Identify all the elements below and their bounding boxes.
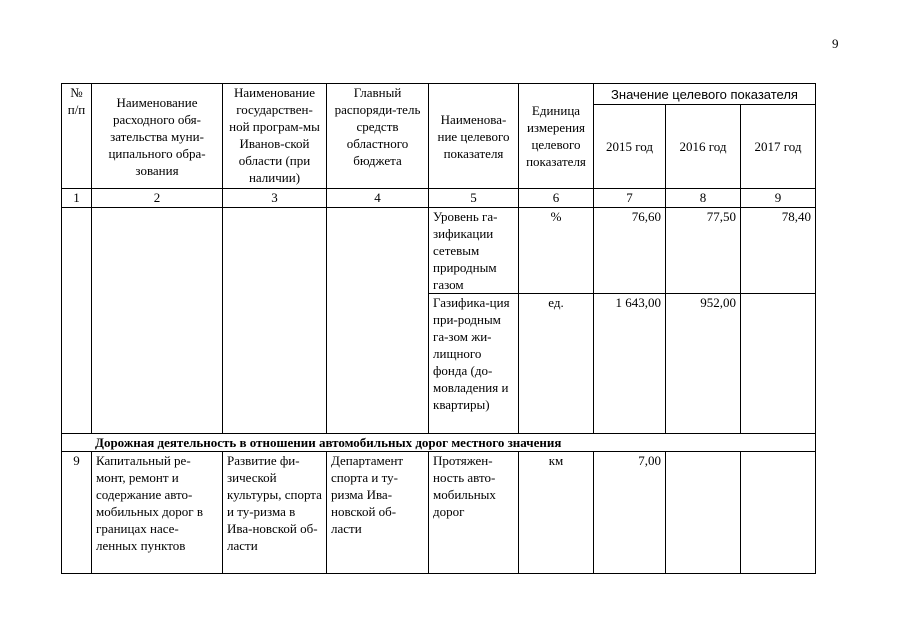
header-col-manager: Главный распоряди-тель средств областного бюджета	[327, 84, 429, 189]
header-col-number: № п/п	[62, 84, 92, 189]
indicator-cell: Газифика-ция при-родным га-зом жи-лищного фонда (до-мовладения и квартиры)	[429, 294, 519, 434]
section-row	[62, 434, 816, 452]
value-2015-cell: 1 643,00	[594, 294, 666, 434]
column-number: 7	[594, 189, 666, 208]
column-number: 2	[92, 189, 223, 208]
page-number: 9	[832, 36, 839, 51]
header-col-obligation: Наименование расходного обя-зательства муни-ципального обра-зования	[92, 84, 223, 189]
value-2017-cell	[741, 452, 816, 574]
header-group-label: Значение целевого показателя	[611, 86, 798, 102]
table-cell-empty	[92, 208, 223, 434]
column-number: 4	[327, 189, 429, 208]
value-2016-cell: 77,50	[666, 208, 741, 294]
column-number-row	[62, 189, 816, 208]
unit-cell: ед.	[519, 294, 594, 434]
indicator-cell: Протяжен-ность авто-мобильных дорог	[429, 452, 519, 574]
column-number: 6	[519, 189, 594, 208]
obligation-cell: Капитальный ре-монт, ремонт и содержание авто-мобильных дорог в границах насе-ленных пунктов	[92, 452, 223, 574]
value-2017-cell	[741, 294, 816, 434]
target-indicators-table	[61, 83, 816, 574]
header-col-unit: Единица измерения целевого показателя	[519, 84, 594, 189]
unit-cell: %	[519, 208, 594, 294]
table-cell-empty	[62, 208, 92, 434]
program-cell: Развитие фи-зической культуры, спорта и ту-ризма в Ива-новской об-ласти	[223, 452, 327, 574]
header-row-1	[62, 84, 816, 105]
value-2016-cell: 952,00	[666, 294, 741, 434]
column-number: 9	[741, 189, 816, 208]
value-2015-cell: 7,00	[594, 452, 666, 574]
indicator-cell: Уровень га-зификации сетевым природным газом	[429, 208, 519, 294]
value-2016-cell	[666, 452, 741, 574]
header-group-values	[594, 84, 816, 105]
row-number-cell: 9	[62, 452, 92, 574]
table-row	[62, 208, 816, 294]
unit-cell: км	[519, 452, 594, 574]
header-col-indicator: Наименова-ние целевого показателя	[429, 84, 519, 189]
table-cell-empty	[327, 208, 429, 434]
column-number: 5	[429, 189, 519, 208]
section-title: Дорожная деятельность в отношении автомобильных дорог местного значения	[62, 434, 816, 452]
table-cell-empty	[223, 208, 327, 434]
column-number: 8	[666, 189, 741, 208]
manager-cell: Департамент спорта и ту-ризма Ива-новской об-ласти	[327, 452, 429, 574]
header-year-2017: 2017 год	[741, 105, 816, 189]
header-year-2016: 2016 год	[666, 105, 741, 189]
column-number: 3	[223, 189, 327, 208]
value-2015-cell: 76,60	[594, 208, 666, 294]
column-number: 1	[62, 189, 92, 208]
table-row	[62, 452, 816, 574]
value-2017-cell: 78,40	[741, 208, 816, 294]
header-col-program: Наименование государствен-ной програм-мы Иванов-ской области (при наличии)	[223, 84, 327, 189]
header-year-2015: 2015 год	[594, 105, 666, 189]
